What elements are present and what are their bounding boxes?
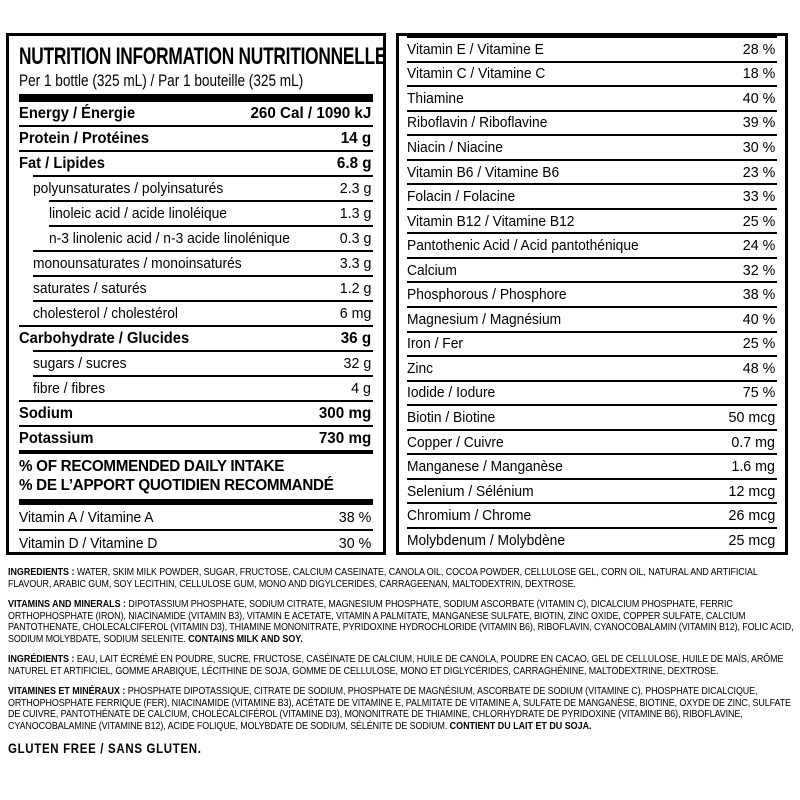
vitamin-value: 24 %	[742, 237, 776, 255]
vitamins-minerals-panel	[396, 33, 788, 555]
vitamin-name: Niacin / Niacine	[407, 138, 503, 156]
panel-title: NUTRITION INFORMATION NUTRITIONNELLE	[19, 43, 387, 70]
vitamin-value: 40 %	[742, 89, 776, 107]
nutrient-row	[49, 225, 373, 250]
vitamin-name: Zinc	[407, 359, 434, 377]
vitamin-name: Calcium	[407, 261, 457, 279]
nutrient-name: n-3 linolenic acid / n-3 acide linolénique	[49, 230, 290, 247]
vitamin-value: 25 %	[742, 335, 776, 353]
vitamin-row	[407, 331, 777, 356]
serving-size: Per 1 bottle (325 mL) / Par 1 bouteille (325 mL)	[19, 71, 304, 90]
nutrient-name: sugars / sucres	[33, 355, 127, 372]
vitamin-row	[407, 110, 777, 135]
vitamin-row	[407, 208, 777, 233]
nutrient-value: 1.2 g	[339, 280, 372, 297]
vitamin-name: Vitamin C / Vitamine C	[407, 65, 546, 83]
vitamin-name: Copper / Cuivre	[407, 433, 504, 451]
nutrient-row	[19, 125, 373, 150]
nutrient-value: 730 mg	[318, 429, 372, 447]
vitamin-value: 0.7 mg	[731, 433, 776, 451]
vitamin-value: 48 %	[742, 359, 776, 377]
vitamin-value: 38 %	[338, 508, 372, 526]
vitamin-value: 38 %	[742, 286, 776, 304]
vitamins-minerals-en-label: VITAMINS AND MINERALS :	[8, 598, 127, 610]
vitamin-row	[407, 453, 777, 478]
nutrient-value: 2.3 g	[339, 180, 372, 197]
vitamin-value: 33 %	[742, 188, 776, 206]
vitamin-name: Magnesium / Magnésium	[407, 310, 562, 328]
nutrient-row	[19, 150, 373, 175]
vitamin-value: 39 %	[742, 114, 776, 132]
vitamin-row	[407, 232, 777, 257]
vitamin-mineral-rows	[407, 36, 777, 551]
daily-intake-rows	[19, 503, 373, 555]
vitamin-row	[19, 503, 373, 529]
vitamin-row	[407, 159, 777, 184]
vitamin-row	[407, 183, 777, 208]
nutrient-name: Potassium	[19, 429, 94, 447]
nutrient-value: 1.3 g	[339, 205, 372, 222]
nutrient-name: Energy / Énergie	[19, 104, 136, 122]
nutrient-row	[19, 425, 373, 450]
vitamin-value: 28 %	[742, 40, 776, 58]
nutrient-name: monounsaturates / monoinsaturés	[33, 255, 242, 272]
vitamin-name: Vitamin E / Vitamine E	[407, 40, 544, 58]
nutrient-row	[19, 325, 373, 350]
nutrient-value: 4 g	[351, 380, 372, 397]
vitamin-value: 23 %	[742, 163, 776, 181]
vitamin-row	[407, 478, 777, 503]
vitamin-row	[407, 306, 777, 331]
nutrient-name: linoleic acid / acide linoléique	[49, 205, 227, 222]
vitamin-name: Vitamin D / Vitamine D	[19, 534, 158, 552]
vitamin-value: 18 %	[742, 65, 776, 83]
nutrient-row	[33, 175, 373, 200]
nutrient-row	[33, 275, 373, 300]
nutrient-value: 32 g	[343, 355, 372, 372]
ingredients-en-label: INGREDIENTS :	[8, 566, 75, 578]
vitamin-name: Iodide / Iodure	[407, 384, 496, 402]
vitamin-row	[407, 281, 777, 306]
vitamin-row	[407, 85, 777, 110]
vitamins-minerals-en	[8, 599, 794, 645]
vitamin-value: 25 %	[742, 212, 776, 230]
vitamin-name: Vitamin B6 / Vitamine B6	[407, 163, 560, 181]
vitamin-value: 25 mcg	[728, 531, 776, 549]
ingredients-fr-label: INGRÉDIENTS :	[8, 653, 75, 665]
vitamin-value: 30 %	[742, 138, 776, 156]
vitamin-name: Chromium / Chrome	[407, 507, 532, 525]
nutrient-value: 300 mg	[318, 404, 372, 422]
vitamin-name: Folacin / Folacine	[407, 188, 516, 206]
vitamin-name: Manganese / Manganèse	[407, 458, 563, 476]
vitamin-row	[407, 429, 777, 454]
ingredients-section	[8, 567, 794, 756]
daily-intake-header	[19, 450, 373, 503]
nutrient-row	[33, 250, 373, 275]
vitamin-value: 1.6 mg	[731, 458, 776, 476]
nutrient-row	[33, 350, 373, 375]
nutrient-name: polyunsaturates / polyinsaturés	[33, 180, 224, 197]
gluten-free-statement: GLUTEN FREE / SANS GLUTEN.	[8, 741, 202, 756]
vitamin-row	[407, 527, 777, 552]
vitamin-name: Biotin / Biotine	[407, 408, 496, 426]
nutrient-value: 0.3 g	[339, 230, 372, 247]
vitamin-value: 12 mcg	[728, 482, 776, 500]
nutrient-name: Fat / Lipides	[19, 154, 105, 172]
nutrient-name: cholesterol / cholestérol	[33, 305, 178, 322]
nutrient-row	[19, 400, 373, 425]
nutrient-name: Carbohydrate / Glucides	[19, 329, 190, 347]
vitamins-minerals-fr-text: PHOSPHATE DIPOTASSIQUE, CITRATE DE SODIUM, PHOSPHATE DE MAGNÉSIUM, ASCORBATE DE SODIUM (VITAMINE C), PHOSPHATE DICALCIQUE, ORTHOPHOSPHATE FERRIQUE (FER), NIACINAMIDE (VITAMINE B3), ACÉTATE DE VITAMINE E, PALMITATE DE VITAMINE A, SULFATE DE MANGANÈSE, BIOTINE, OXYDE DE ZINC, SULFATE DE CUIVRE, PANTOTHÉNATE DE CALCIUM, CHOLÉCALCIFÉROL (VITAMINE D3), MONONITRATE DE THIAMINE, CHLORHYDRATE DE PYRIDOXINE (VITAMINE B6), RIBOFLAVINE, CYANOCOBALAMINE (VITAMINE B12), ACIDE FOLIQUE, MOLYBDATE DE SODIUM, SÉLÉNITE DE SODIUM.	[8, 685, 791, 732]
vitamin-name: Selenium / Sélénium	[407, 482, 534, 500]
vitamin-value: 75 %	[742, 384, 776, 402]
vitamin-name: Vitamin A / Vitamine A	[19, 508, 154, 526]
vitamin-row	[19, 529, 373, 555]
vitamin-name: Riboflavin / Riboflavine	[407, 114, 548, 132]
ingredients-en	[8, 567, 794, 590]
vitamin-value: 30 %	[338, 534, 372, 552]
nutrition-facts-panel	[6, 33, 386, 555]
vitamin-row	[407, 61, 777, 86]
daily-intake-header-fr: % DE L’APPORT QUOTIDIEN RECOMMANDÉ	[19, 477, 334, 494]
vitamin-name: Pantothenic Acid / Acid pantothénique	[407, 237, 639, 255]
nutrient-value: 14 g	[340, 129, 372, 147]
vitamin-row	[407, 257, 777, 282]
nutrient-row	[33, 375, 373, 400]
nutrient-value: 3.3 g	[339, 255, 372, 272]
nutrient-rows	[19, 100, 373, 450]
vitamin-row	[407, 502, 777, 527]
vitamin-name: Vitamin B12 / Vitamine B12	[407, 212, 575, 230]
vitamins-minerals-en-text: DIPOTASSIUM PHOSPHATE, SODIUM CITRATE, MAGNESIUM PHOSPHATE, SODIUM ASCORBATE (VITAMIN C), DICALCIUM PHOSPHATE, FERRIC ORTHOPHOSPHATE (IRON), NIACINAMIDE (VITAMIN B3), VITAMIN E ACETATE, VITAMIN A PALMITATE, MANGANESE SULFATE, BIOTIN, ZINC OXIDE, COPPER SULFATE, CALCIUM PANTOTHENATE, CHOLECALCIFEROL (VITAMIN D3), THIAMINE MONONITRATE, PYRIDOXINE HYDROCHLORIDE (VITAMIN B6), RIBOFLAVIN, CYANOCOBALAMIN (VITAMIN B12), FOLIC ACID, SODIUM MOLYBDATE, SODIUM SELENITE.	[8, 598, 794, 645]
vitamin-value: 50 mcg	[728, 408, 776, 426]
nutrient-name: saturates / saturés	[33, 280, 147, 297]
nutrient-value: 260 Cal / 1090 kJ	[250, 104, 372, 122]
vitamin-value: 40 %	[742, 310, 776, 328]
ingredients-fr	[8, 654, 794, 677]
daily-intake-header-en: % OF RECOMMENDED DAILY INTAKE	[19, 458, 285, 475]
vitamin-row	[407, 134, 777, 159]
nutrient-name: fibre / fibres	[33, 380, 106, 397]
vitamin-row	[407, 355, 777, 380]
nutrient-row	[19, 100, 373, 125]
nutrient-name: Sodium	[19, 404, 73, 422]
nutrient-value: 36 g	[340, 329, 372, 347]
nutrient-value: 6.8 g	[336, 154, 372, 172]
ingredients-en-text: WATER, SKIM MILK POWDER, SUGAR, FRUCTOSE, CALCIUM CASEINATE, CANOLA OIL, COCOA POWDER, CELLULOSE GEL, CORN OIL, NATURAL AND ARTIFICIAL FLAVOUR, ARABIC GUM, SOY LECITHIN, CELLULOSE GUM, MONO AND DIGYLCERIDES, CARRAGEENAN, MALTODEXTRIN, DEXTROSE.	[8, 566, 758, 590]
ingredients-fr-text: EAU, LAIT ÉCRÉMÉ EN POUDRE, SUCRE, FRUCTOSE, CASÉINATE DE CALCIUM, HUILE DE CANOLA, POUDRE EN CACAO, GEL DE CELLULOSE, HUILE DE MAÏS, ARÔME NATUREL ET ARTIFICIEL, GOMME ARABIQUE, LÉCITHINE DE SOJA, GOMME DE CELLULOSE, MONO ET DIGLYCÉRIDES, CARRAGHÉNINE, MALTODEXTRINE, DEXTROSE.	[8, 653, 784, 677]
vitamin-name: Thiamine	[407, 89, 464, 107]
nutrient-value: 6 mg	[339, 305, 372, 322]
vitamin-name: Iron / Fer	[407, 335, 463, 353]
nutrient-row	[49, 200, 373, 225]
vitamin-name: Molybdenum / Molybdène	[407, 531, 566, 549]
nutrient-row	[33, 300, 373, 325]
vitamins-minerals-fr	[8, 686, 794, 732]
vitamin-row	[407, 380, 777, 405]
vitamin-row	[407, 36, 777, 61]
nutrient-name: Protein / Protéines	[19, 129, 150, 147]
contains-statement-fr: CONTIENT DU LAIT ET DU SOJA.	[449, 719, 592, 732]
contains-statement-en: CONTAINS MILK AND SOY.	[188, 632, 303, 645]
vitamin-value: 32 %	[742, 261, 776, 279]
vitamin-value: 26 mcg	[728, 507, 776, 525]
vitamin-name: Phosphorous / Phosphore	[407, 286, 567, 304]
vitamin-row	[407, 404, 777, 429]
vitamins-minerals-fr-label: VITAMINES ET MINÉRAUX :	[8, 685, 126, 697]
